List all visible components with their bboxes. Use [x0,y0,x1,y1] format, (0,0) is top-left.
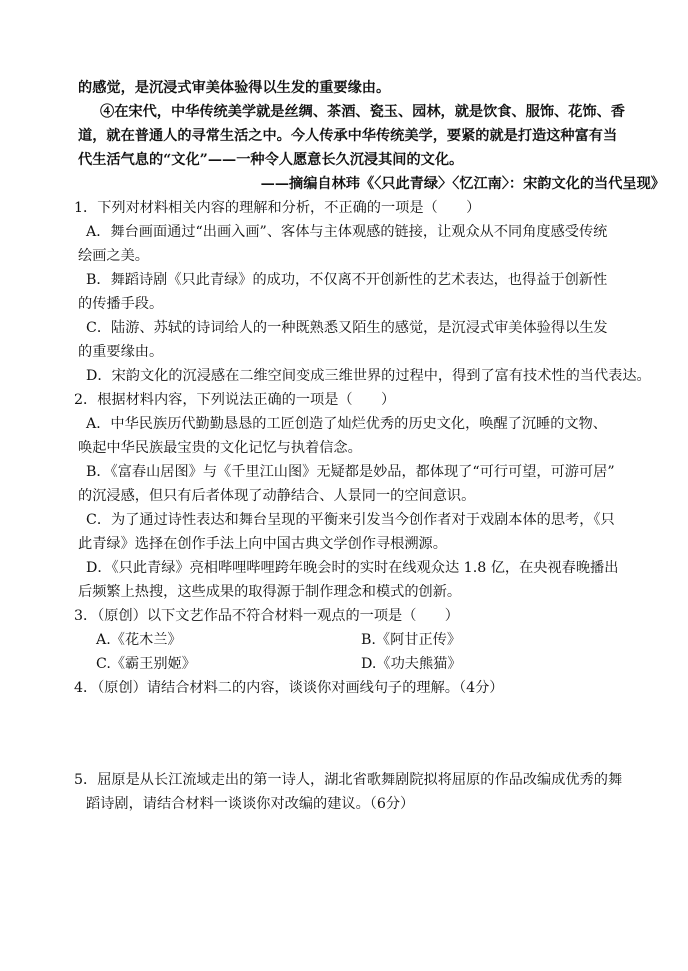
options-row [74,652,633,676]
option-b: B．《富春山居图》与《千里江山图》无疑都是妙品，都体现了“可行可望，可游可居” [86,464,615,480]
option-d-cont: 后频繁上热搜，这些成果的取得源于制作理念和模式的创新。 [78,584,462,600]
option-c-cont: 的重要缘由。 [78,344,164,360]
option-c: C．为了通过诗性表达和舞台呈现的平衡来引发当今创作者对于戏剧本体的思考，《只 [86,512,615,528]
option-a: A．舞台画面通过“出画入画”、客体与主体观感的链接，让观众从不同角度感受传统 [86,224,608,240]
option-a: A．中华民族历代勤勤恳恳的工匠创造了灿烂优秀的历史文化，唤醒了沉睡的文物、 [86,416,607,432]
question-4 [74,676,633,700]
question-stem: 5．屈原是从长江流域走出的第一诗人，湖北省歌舞剧院拟将屈原的作品改编成优秀的舞 [74,772,623,788]
option-c: C．陆游、苏轼的诗词给人的一种既熟悉又陌生的感觉，是沉浸式审美体验得以生发 [86,320,608,336]
question-1 [74,196,651,388]
option-d: D.《功夫熊猫》 [361,656,462,672]
option-a-cont: 唤起中华民族最宝贵的文化记忆与执着信念。 [78,440,362,456]
question-stem-cont: 蹈诗剧，请结合材料一谈谈你对改编的建议。（6分） [86,796,415,812]
question-stem: 2．根据材料内容，下列说法正确的一项是（ ） [74,392,396,408]
option-d: D．《只此青绿》亮相哔哩哔哩跨年晚会时的实时在线观众达 1.8 亿，在央视春晚播出 [86,560,619,576]
passage-line: 道，就在普通人的寻常生活之中。今人传承中华传统美学，要紧的就是打造这种富有当 [78,128,618,144]
option-a: A.《花木兰》 [96,632,182,648]
option-b-cont: 的沉浸感，但只有后者体现了动静结合、人景同一的空间意识。 [78,488,476,504]
passage-source: ——摘编自林玮《〈只此青绿〉〈忆江南〉：宋韵文化的当代呈现》 [260,176,665,192]
passage-line: 的感觉，是沉浸式审美体验得以生发的重要缘由。 [78,80,391,96]
question-5 [74,768,633,816]
option-b: B.《阿甘正传》 [361,632,462,648]
question-stem: 4．（原创）请结合材料二的内容，谈谈你对画线句子的理解。（4分） [74,680,504,696]
question-stem: 3．（原创）以下文艺作品不符合材料一观点的一项是（ ） [74,608,459,624]
option-b: B．舞蹈诗剧《只此青绿》的成功，不仅离不开创新性的艺术表达，也得益于创新性 [86,272,608,288]
option-a-cont: 绘画之美。 [78,248,149,264]
options-row [74,628,633,652]
option-d: D．宋韵文化的沉浸感在二维空间变成三维世界的过程中，得到了富有技术性的当代表达。 [86,368,651,384]
answer-space [78,700,633,768]
question-stem: 1．下列对材料相关内容的理解和分析，不正确的一项是（ ） [74,200,481,216]
passage-excerpt [78,76,665,196]
option-b-cont: 的传播手段。 [78,296,164,312]
passage-line: 代生活气息的“文化”——一种令人愿意长久沉浸其间的文化。 [78,152,464,168]
question-3 [74,604,633,676]
option-c: C.《霸王别姬》 [96,656,196,672]
option-c-cont: 此青绿》选择在创作手法上向中国古典文学创作寻根溯源。 [78,536,447,552]
page-content [74,76,665,816]
question-2 [74,388,633,604]
passage-line: ④在宋代，中华传统美学就是丝绸、茶酒、瓷玉、园林，就是饮食、服饰、花饰、香 [100,104,625,120]
